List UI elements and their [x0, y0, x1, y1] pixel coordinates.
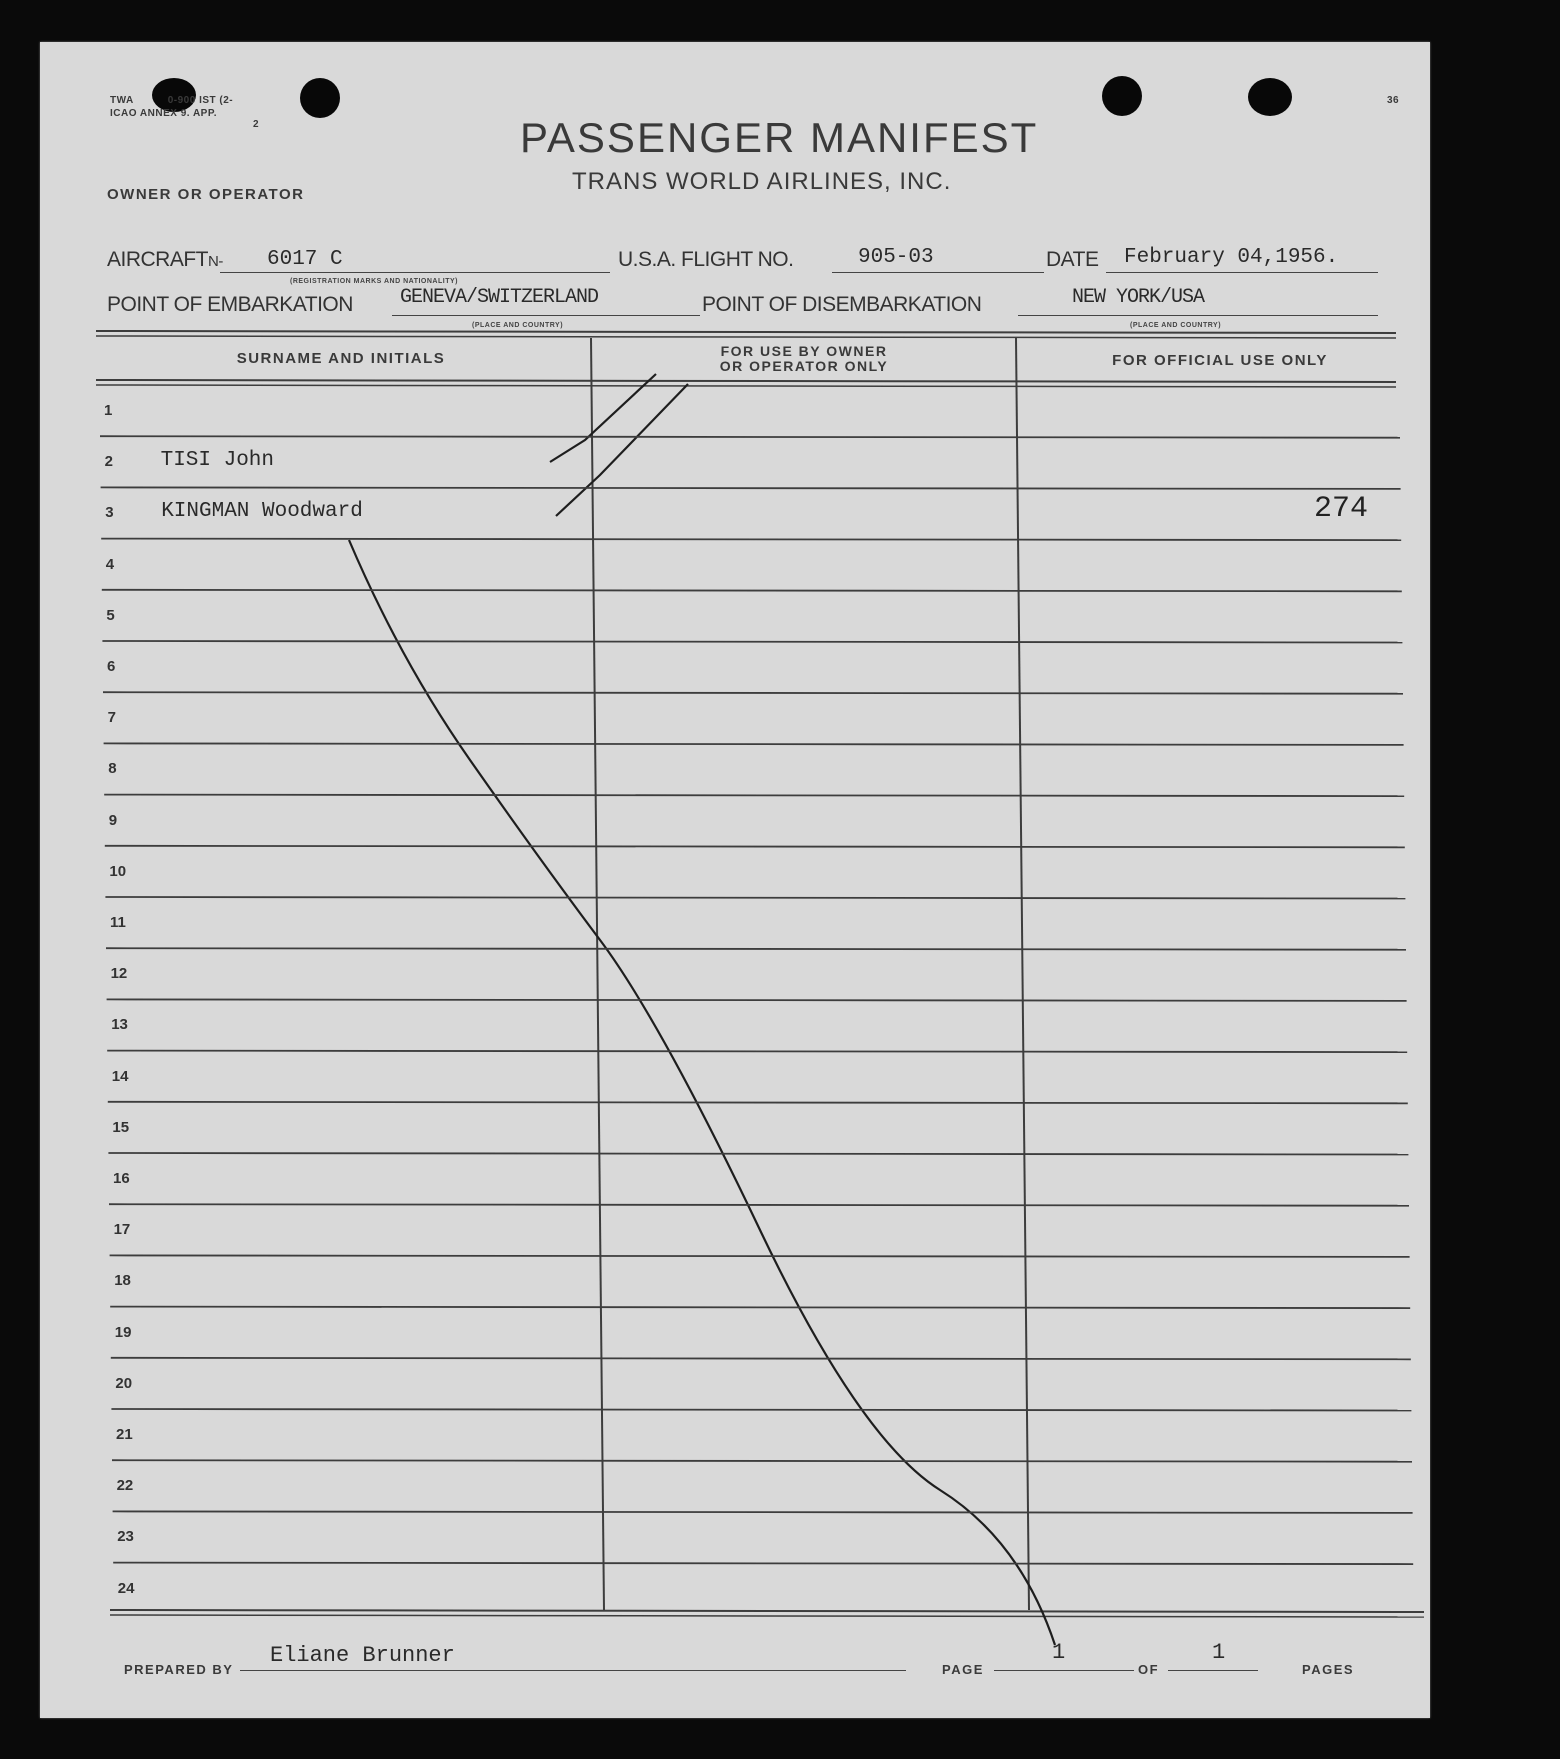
aircraft-value: 6017 C — [267, 248, 343, 271]
embarkation-value: GENEVA/SWITZERLAND — [400, 286, 599, 309]
official-entry: 274 — [1314, 492, 1369, 527]
row-number: 1 — [104, 402, 113, 419]
row-number: 13 — [111, 1016, 128, 1034]
row-number: 18 — [114, 1272, 131, 1290]
punch-hole — [1102, 76, 1142, 116]
form-code: TWA 0-900 IST (2- ICAO ANNEX 9. APP. — [110, 95, 234, 119]
pages-label: PAGES — [1302, 1662, 1355, 1677]
disembarkation-value: NEW YORK/USA — [1072, 286, 1205, 309]
row-number: 10 — [109, 862, 127, 880]
column-header-surname: SURNAME AND INITIALS — [236, 350, 446, 367]
row-number: 2 — [104, 453, 113, 471]
row-number: 14 — [111, 1067, 129, 1085]
airline-name: TRANS WORLD AIRLINES, INC. — [572, 168, 952, 195]
disembarkation-label: POINT OF DISEMBARKATION — [702, 293, 982, 316]
of-underline — [1168, 1670, 1258, 1671]
punch-hole — [1248, 78, 1292, 116]
prepared-by-value: Eliane Brunner — [270, 1643, 455, 1668]
passenger-name: KINGMAN Woodward — [161, 500, 363, 524]
page-value: 1 — [1052, 1640, 1066, 1665]
column-header-official: FOR OFFICIAL USE ONLY — [1112, 352, 1328, 369]
row-number: 12 — [110, 965, 128, 983]
form-code-sub: 2 — [253, 119, 260, 130]
flight-label: U.S.A. FLIGHT NO. — [618, 248, 794, 271]
date-label: DATE — [1046, 248, 1099, 271]
of-value: 1 — [1212, 1640, 1226, 1665]
passenger-name: TISI John — [160, 449, 275, 473]
column-header-owner: FOR USE BY OWNER OR OPERATOR ONLY — [719, 343, 889, 374]
row-number: 15 — [112, 1118, 130, 1136]
row-number: 6 — [107, 658, 116, 675]
punch-hole — [300, 78, 340, 118]
date-value: February 04,1956. — [1124, 246, 1339, 269]
row-number: 7 — [107, 709, 116, 727]
registration-caption: (REGISTRATION MARKS AND NATIONALITY) — [290, 278, 458, 285]
row-number: 24 — [117, 1579, 135, 1597]
embarkation-label: POINT OF EMBARKATION — [107, 293, 353, 316]
prepared-by-underline — [240, 1670, 906, 1671]
page-title: PASSENGER MANIFEST — [520, 114, 1039, 161]
flight-value: 905-03 — [858, 246, 934, 269]
row-number: 3 — [105, 504, 114, 522]
row-number: 21 — [116, 1426, 133, 1443]
prepared-by-label: PREPARED BY — [124, 1662, 234, 1677]
embarkation-underline — [392, 315, 700, 316]
row-number: 16 — [113, 1170, 130, 1187]
row-number: 20 — [115, 1374, 133, 1392]
row-number: 5 — [106, 606, 115, 624]
row-number: 11 — [110, 914, 126, 931]
row-number: 19 — [114, 1323, 132, 1341]
page-label: PAGE — [942, 1662, 984, 1677]
owner-operator-label: OWNER OR OPERATOR — [107, 186, 305, 203]
embarkation-caption: (PLACE AND COUNTRY) — [472, 322, 564, 329]
page-underline — [994, 1670, 1134, 1671]
aircraft-label: AIRCRAFTN- — [107, 248, 223, 271]
row-number: 17 — [113, 1221, 131, 1239]
flight-underline — [832, 272, 1044, 273]
disembarkation-underline — [1018, 315, 1378, 316]
disembarkation-caption: (PLACE AND COUNTRY) — [1130, 322, 1222, 329]
row-number: 8 — [108, 760, 117, 778]
row-number: 4 — [105, 555, 115, 573]
aircraft-underline — [220, 272, 610, 273]
row-number: 9 — [108, 811, 118, 829]
row-number: 22 — [116, 1477, 134, 1495]
date-underline — [1106, 272, 1378, 273]
row-number: 23 — [117, 1528, 134, 1546]
corner-mark: 36 — [1387, 95, 1400, 106]
of-label: OF — [1138, 1662, 1160, 1677]
